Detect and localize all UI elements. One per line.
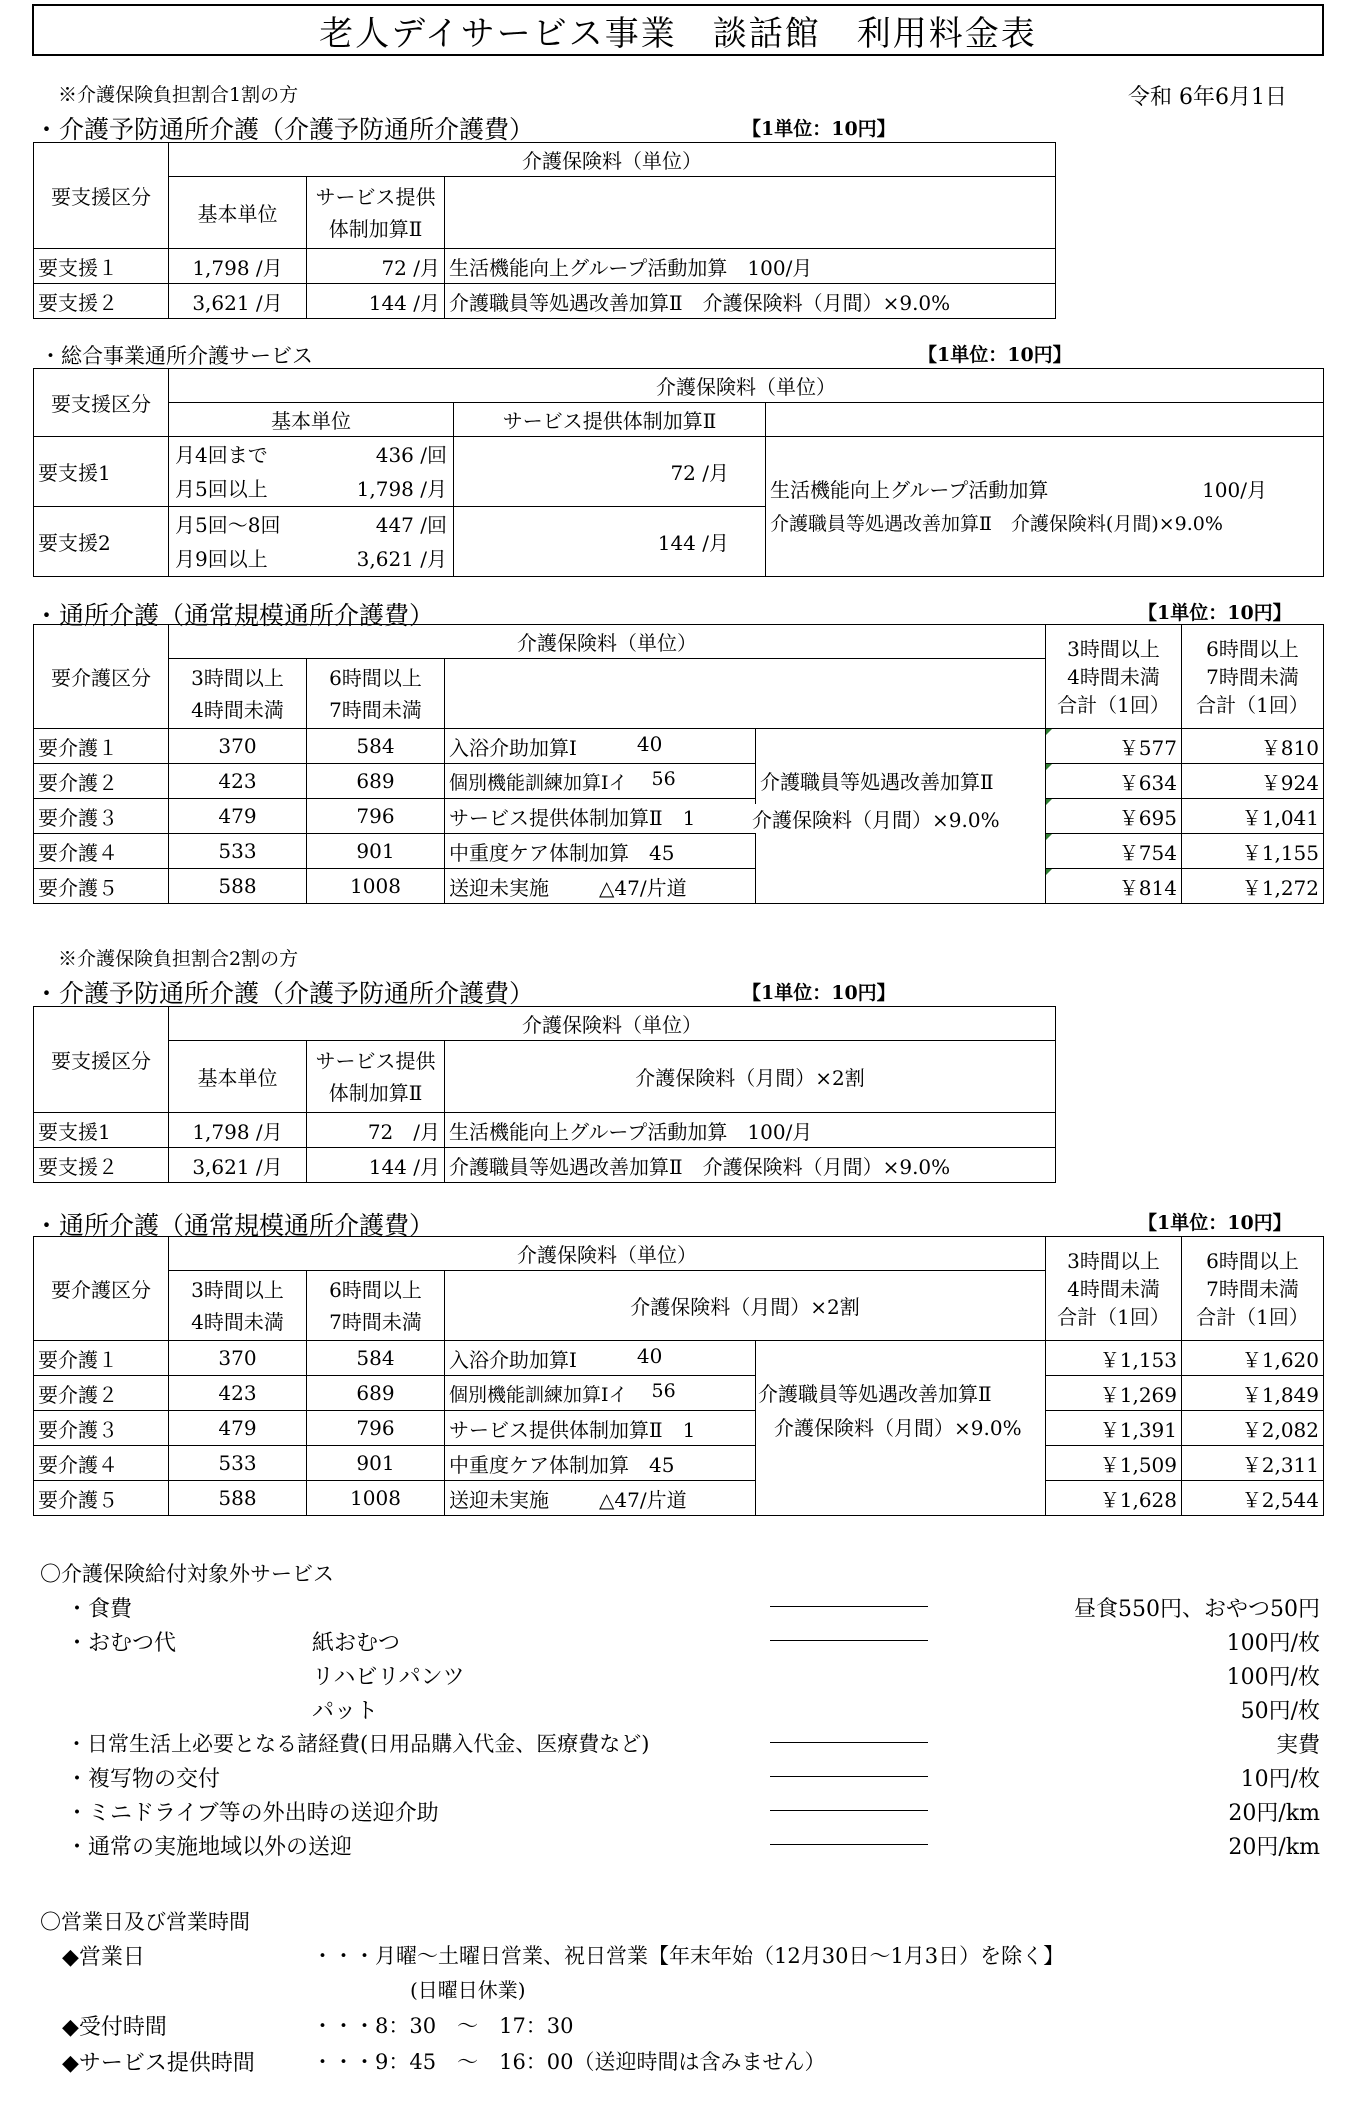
extra-diaper-label: ・おむつ代 (66, 1631, 177, 1656)
s2-blank (766, 403, 1324, 437)
s4-basic-header: 基本単位 (169, 1041, 307, 1113)
s3-r2-h3: 423 (169, 764, 307, 799)
s5-r4-h6: 901 (307, 1446, 445, 1481)
s4-fee-header: 介護保険料（単位） (169, 1007, 1056, 1041)
s4-row1-basic: 1,798 /月 (169, 1113, 307, 1148)
s5-fee-header: 介護保険料（単位） (169, 1237, 1046, 1271)
table-row (34, 437, 1324, 507)
s5-r4-t6: ￥2,311 (1182, 1446, 1324, 1481)
extra-transport-line (770, 1844, 928, 1845)
s5-r4-add: 中重度ケア体制加算 45 (445, 1446, 756, 1481)
extra-diaper-line (770, 1640, 928, 1641)
s1-row1-add: 生活機能向上グループ活動加算 100/月 (445, 249, 1056, 284)
s1-row2-basic: 3,621 /月 (169, 284, 307, 319)
s5-r5-h3: 588 (169, 1481, 307, 1516)
section1-unit: 【1単位：10円】 (742, 118, 896, 140)
s3-r4-t3: ￥754 (1046, 834, 1182, 869)
s3-r5-add: 送迎未実施 △47/片道 (445, 869, 756, 904)
extra-rehab-price: 100円/枚 (1226, 1665, 1320, 1690)
extra-misc-line (770, 1742, 928, 1743)
extra-transport-price: 20円/km (1228, 1835, 1320, 1860)
section1-note: ※介護保険負担割合1割の方 (58, 84, 299, 106)
s5-monthly-x2: 介護保険料（月間）×2割 (445, 1271, 1046, 1341)
s2-row2-service: 144 /月 (454, 507, 766, 577)
section5-table (33, 1236, 1324, 1516)
s3-r3-cat: 要介護３ (34, 799, 169, 834)
s3-r4-cat: 要介護４ (34, 834, 169, 869)
s5-r3-t3: ￥1,391 (1046, 1411, 1182, 1446)
section3-unit: 【1単位：10円】 (1138, 602, 1292, 624)
s5-r2-h6: 689 (307, 1376, 445, 1411)
service-hours-label: ◆サービス提供時間 (62, 2051, 255, 2076)
s3-total6-header: 6時間以上 7時間未満 合計（1回） (1182, 625, 1324, 729)
s5-cat-header: 要介護区分 (34, 1237, 169, 1341)
s3-total3-header: 3時間以上 4時間未満 合計（1回） (1046, 625, 1182, 729)
s5-r4-cat: 要介護４ (34, 1446, 169, 1481)
s3-r1-h3: 370 (169, 729, 307, 764)
extras-heading: 〇介護保険給付対象外サービス (40, 1562, 334, 1586)
s1-blank (445, 177, 1056, 249)
s5-r1-h6: 584 (307, 1341, 445, 1376)
table-row (34, 1113, 1056, 1148)
reception-value: ・・・8：30 ～ 17：30 (312, 2014, 574, 2038)
service-hours-value: ・・・9：45 ～ 16：00（送迎時間は含みません） (312, 2050, 826, 2074)
table-row (34, 1446, 1324, 1481)
s3-r1-t3: ￥577 (1046, 729, 1182, 764)
s5-r5-add: 送迎未実施 △47/片道 (445, 1481, 756, 1516)
s4-cat-header: 要支援区分 (34, 1007, 169, 1113)
section5-unit: 【1単位：10円】 (1138, 1212, 1292, 1234)
extra-diaper-price: 100円/枚 (1226, 1631, 1320, 1656)
s5-r3-add: サービス提供体制加算Ⅱ 1 (445, 1411, 756, 1446)
s3-r5-h6: 1008 (307, 869, 445, 904)
s3-r2-add: 個別機能訓練加算Ⅰイ 56 (445, 764, 756, 799)
s5-r5-cat: 要介護５ (34, 1481, 169, 1516)
s3-cat-header: 要介護区分 (34, 625, 169, 729)
s5-r2-t6: ￥1,849 (1182, 1376, 1324, 1411)
s5-r1-cat: 要介護１ (34, 1341, 169, 1376)
s2-basic-header: 基本単位 (169, 403, 454, 437)
s4-row2-cat: 要支援２ (34, 1148, 169, 1183)
s3-r2-t6: ￥924 (1182, 764, 1324, 799)
s3-r3-add: サービス提供体制加算Ⅱ 1 (445, 799, 756, 834)
s5-r5-t6: ￥2,544 (1182, 1481, 1324, 1516)
s3-r4-h6: 901 (307, 834, 445, 869)
s1-cat-header: 要支援区分 (34, 143, 169, 249)
extra-transport-label: ・通常の実施地域以外の送迎 (66, 1835, 353, 1860)
s3-h3-header: 3時間以上 4時間未満 (169, 659, 307, 729)
extra-food-price: 昼食550円、おやつ50円 (1074, 1597, 1320, 1622)
section4-heading: ・介護予防通所介護（介護予防通所介護費） (34, 979, 535, 1008)
s4-row2-add: 介護職員等処遇改善加算Ⅱ 介護保険料（月間）×9.0% (445, 1148, 1056, 1183)
s3-r3-t3: ￥695 (1046, 799, 1182, 834)
s3-r5-t3: ￥814 (1046, 869, 1182, 904)
s5-treat: 介護職員等処遇改善加算Ⅱ 介護保険料（月間）×9.0% (756, 1341, 1046, 1516)
s4-row1-service: 72 /月 (307, 1113, 445, 1148)
s5-r3-cat: 要介護３ (34, 1411, 169, 1446)
section3-table (33, 624, 1324, 904)
s5-r4-t3: ￥1,509 (1046, 1446, 1182, 1481)
s5-r1-h3: 370 (169, 1341, 307, 1376)
section2-table (33, 368, 1324, 577)
section2-unit: 【1単位：10円】 (918, 344, 1072, 366)
extra-copy-label: ・複写物の交付 (66, 1767, 221, 1792)
section5-heading: ・通所介護（通常規模通所介護費） (34, 1211, 435, 1240)
extra-copy-line (770, 1776, 928, 1777)
section4-table (33, 1006, 1056, 1183)
extra-copy-price: 10円/枚 (1240, 1767, 1320, 1792)
s3-treat-pct: 介護保険料（月間）×9.0% (752, 804, 1002, 833)
s5-r1-t6: ￥1,620 (1182, 1341, 1324, 1376)
s5-total6-header: 6時間以上 7時間未満 合計（1回） (1182, 1237, 1324, 1341)
table-row (34, 764, 1324, 799)
s2-cat-header: 要支援区分 (34, 369, 169, 437)
s2-service-header: サービス提供体制加算Ⅱ (454, 403, 766, 437)
s3-r2-h6: 689 (307, 764, 445, 799)
extra-pad-sub: パット (312, 1699, 379, 1724)
section2-heading: ・総合事業通所介護サービス (40, 344, 313, 368)
s5-r2-add: 個別機能訓練加算Ⅰイ 56 (445, 1376, 756, 1411)
s5-r2-t3: ￥1,269 (1046, 1376, 1182, 1411)
extra-food-label: ・食費 (66, 1597, 133, 1622)
section4-unit: 【1単位：10円】 (742, 982, 896, 1004)
section1-table (33, 142, 1056, 319)
section1-heading: ・介護予防通所介護（介護予防通所介護費） (34, 115, 535, 144)
extra-drive-label: ・ミニドライブ等の外出時の送迎介助 (66, 1801, 439, 1826)
hours-heading: 〇営業日及び営業時間 (40, 1910, 250, 1934)
issue-date: 令和 6年6月1日 (1128, 85, 1287, 110)
extra-misc-label: ・日常生活上必要となる諸経費(日用品購入代金、医療費など) (66, 1732, 650, 1756)
page-title: 老人デイサービス事業 談話館 利用料金表 (32, 4, 1324, 56)
s3-r3-h3: 479 (169, 799, 307, 834)
s4-service-header: サービス提供 体制加算Ⅱ (307, 1041, 445, 1113)
s2-row1-service: 72 /月 (454, 437, 766, 507)
s3-r4-t6: ￥1,155 (1182, 834, 1324, 869)
s1-row1-service: 72 /月 (307, 249, 445, 284)
s3-r4-add: 中重度ケア体制加算 45 (445, 834, 756, 869)
table-row (34, 799, 1324, 834)
s1-row2-add: 介護職員等処遇改善加算Ⅱ 介護保険料（月間）×9.0% (445, 284, 1056, 319)
s3-r4-h3: 533 (169, 834, 307, 869)
table-row (34, 1481, 1324, 1516)
s5-h3-header: 3時間以上 4時間未満 (169, 1271, 307, 1341)
s3-r1-add: 入浴介助加算Ⅰ 40 (445, 729, 756, 764)
table-row (34, 249, 1056, 284)
s3-treat: 介護職員等処遇改善加算Ⅱ (756, 729, 1046, 904)
extra-diaper-sub: 紙おむつ (312, 1631, 401, 1656)
table-row (34, 729, 1324, 764)
s3-r3-h6: 796 (307, 799, 445, 834)
s4-row2-basic: 3,621 /月 (169, 1148, 307, 1183)
s5-r4-h3: 533 (169, 1446, 307, 1481)
s1-row2-service: 144 /月 (307, 284, 445, 319)
s4-row1-cat: 要支援1 (34, 1113, 169, 1148)
s5-r2-cat: 要介護２ (34, 1376, 169, 1411)
extra-drive-line (770, 1810, 928, 1811)
s3-h6-header: 6時間以上 7時間未満 (307, 659, 445, 729)
s3-r1-cat: 要介護１ (34, 729, 169, 764)
s3-r5-h3: 588 (169, 869, 307, 904)
s5-total3-header: 3時間以上 4時間未満 合計（1回） (1046, 1237, 1182, 1341)
s3-r3-t6: ￥1,041 (1182, 799, 1324, 834)
table-row (34, 1341, 1324, 1376)
s5-r3-t6: ￥2,082 (1182, 1411, 1324, 1446)
s1-row1-cat: 要支援１ (34, 249, 169, 284)
s2-row2-cat: 要支援2 (34, 507, 169, 577)
s5-r1-t3: ￥1,153 (1046, 1341, 1182, 1376)
table-row (34, 869, 1324, 904)
table-row (34, 284, 1056, 319)
s3-blank (445, 659, 1046, 729)
s3-r1-t6: ￥810 (1182, 729, 1324, 764)
s5-h6-header: 6時間以上 7時間未満 (307, 1271, 445, 1341)
s3-fee-header: 介護保険料（単位） (169, 625, 1046, 659)
s1-service-header: サービス提供 体制加算Ⅱ (307, 177, 445, 249)
s5-r5-h6: 1008 (307, 1481, 445, 1516)
s2-fee-header: 介護保険料（単位） (169, 369, 1324, 403)
s5-r3-h3: 479 (169, 1411, 307, 1446)
business-day-label: ◆営業日 (62, 1945, 145, 1970)
s2-add: 生活機能向上グループ活動加算 100/月 介護職員等処遇改善加算Ⅱ 介護保険料(月間)×9.0% (766, 437, 1324, 577)
extra-food-line (770, 1606, 928, 1607)
s5-r3-h6: 796 (307, 1411, 445, 1446)
extra-pad-price: 50円/枚 (1240, 1699, 1320, 1724)
extra-rehab-sub: リハビリパンツ (312, 1665, 465, 1690)
s1-fee-header: 介護保険料（単位） (169, 143, 1056, 177)
section3-heading: ・通所介護（通常規模通所介護費） (34, 601, 435, 630)
s3-r2-t3: ￥634 (1046, 764, 1182, 799)
s4-row1-add: 生活機能向上グループ活動加算 100/月 (445, 1113, 1056, 1148)
business-day-note: (日曜日休業) (410, 1978, 526, 2002)
s4-monthly-x2: 介護保険料（月間）×2割 (445, 1041, 1056, 1113)
table-row (34, 1376, 1324, 1411)
table-row (34, 834, 1324, 869)
s5-r2-h3: 423 (169, 1376, 307, 1411)
table-row (34, 1148, 1056, 1183)
s1-row1-basic: 1,798 /月 (169, 249, 307, 284)
s1-basic-header: 基本単位 (169, 177, 307, 249)
extra-misc-price: 実費 (1275, 1733, 1320, 1758)
section4-note: ※介護保険負担割合2割の方 (58, 948, 299, 970)
s4-row2-service: 144 /月 (307, 1148, 445, 1183)
s1-row2-cat: 要支援２ (34, 284, 169, 319)
s3-r5-cat: 要介護５ (34, 869, 169, 904)
s2-row2-basic: 月5回～8回 447 /回 月9回以上 3,621 /月 (169, 507, 454, 577)
table-row (34, 1411, 1324, 1446)
s2-row1-basic: 月4回まで 436 /回 月5回以上 1,798 /月 (169, 437, 454, 507)
s5-r1-add: 入浴介助加算Ⅰ 40 (445, 1341, 756, 1376)
extra-drive-price: 20円/km (1228, 1801, 1320, 1826)
business-day-value: ・・・月曜～土曜日営業、祝日営業【年末年始（12月30日～1月3日）を除く】 (312, 1944, 1065, 1968)
s3-r2-cat: 要介護２ (34, 764, 169, 799)
s3-r1-h6: 584 (307, 729, 445, 764)
s5-r5-t3: ￥1,628 (1046, 1481, 1182, 1516)
s3-r5-t6: ￥1,272 (1182, 869, 1324, 904)
s2-row1-cat: 要支援1 (34, 437, 169, 507)
reception-label: ◆受付時間 (62, 2015, 167, 2040)
